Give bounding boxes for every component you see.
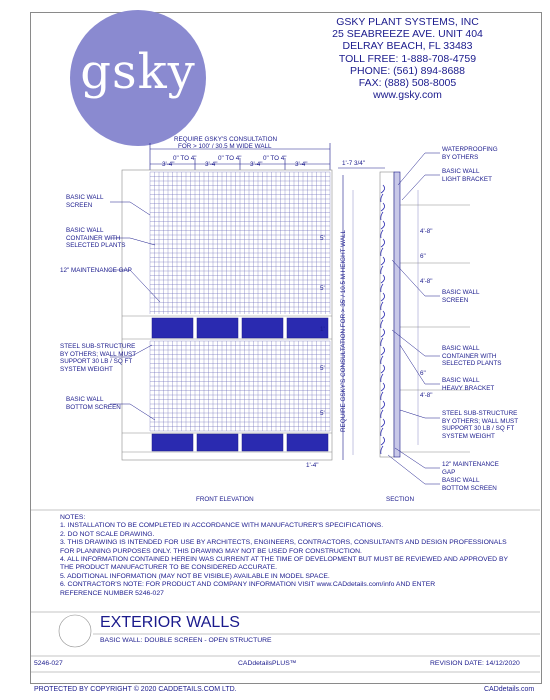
- leader-line: [110, 202, 150, 215]
- company-phone: PHONE: (561) 894-8688: [350, 64, 465, 77]
- caddetails-brand: CADdetailsPLUS™: [238, 660, 297, 667]
- container-row-upper: [152, 318, 328, 338]
- note-line: 6. CONTRACTOR'S NOTE: FOR PRODUCT AND COMPANY INFORMATION VISIT www.CADdetails.com/info AND ENTER: [60, 581, 436, 589]
- drawing-title: EXTERIOR WALLS: [100, 614, 240, 631]
- dim-offset-3: 0" TO 4": [263, 155, 287, 162]
- plant-foliage: [381, 365, 385, 373]
- plant-foliage: [381, 329, 385, 337]
- company-fax: FAX: (888) 508-8005: [358, 77, 457, 90]
- plant-foliage: [381, 302, 383, 310]
- caddetails-site: CADdetails.com: [484, 686, 535, 693]
- leader-line: [110, 270, 160, 302]
- label-bottom-screen: BASIC WALL BOTTOM SCREEN: [66, 396, 121, 411]
- plant-foliage: [381, 383, 385, 391]
- wall-structure: [394, 172, 400, 457]
- plant-foliage: [381, 338, 383, 346]
- plant-foliage: [381, 392, 383, 400]
- section-label-bottom-screen: BASIC WALL BOTTOM SCREEN: [442, 477, 497, 492]
- section-dim-6: 1'-4": [306, 462, 319, 469]
- leader-line: [398, 153, 440, 185]
- company-tollfree: TOLL FREE: 1-888-708-4759: [338, 52, 477, 65]
- company-address-line1: 25 SEABREEZE AVE. UNIT 404: [332, 28, 483, 41]
- label-container: BASIC WALL CONTAINER WITH SELECTED PLANTS: [66, 227, 126, 250]
- consult-width-line1: REQUIRE GSKY'S CONSULTATION: [174, 136, 278, 143]
- planter-container: [152, 434, 193, 451]
- plant-foliage: [381, 401, 385, 409]
- front-elevation-frame: [122, 170, 332, 460]
- section-dim-3: 1': [320, 326, 325, 333]
- plant-foliage: [381, 437, 385, 445]
- section-dim-4: 5': [320, 365, 325, 372]
- caption-section: SECTION: [386, 496, 414, 503]
- plant-foliage: [381, 311, 385, 319]
- section-plants: [381, 185, 385, 454]
- notes-block: [60, 514, 508, 598]
- planter-container: [242, 318, 283, 338]
- plant-foliage: [381, 212, 383, 220]
- section-label-steel: STEEL SUB-STRUCTURE BY OTHERS; WALL MUST SUPPORT 30 LB / SQ FT SYSTEM WEIGHT: [442, 410, 519, 440]
- company-name: GSKY PLANT SYSTEMS, INC: [336, 16, 479, 28]
- section-dim-1: 5': [320, 235, 325, 242]
- section-dim-2: 5': [320, 285, 325, 292]
- company-website: www.gsky.com: [373, 89, 442, 102]
- drawing-subtitle: BASIC WALL: DOUBLE SCREEN - OPEN STRUCTURE: [100, 637, 272, 644]
- plant-foliage: [381, 221, 385, 229]
- logo-text: gsky: [80, 44, 196, 100]
- leader-line: [388, 455, 440, 484]
- plant-foliage: [381, 410, 383, 418]
- plant-foliage: [381, 293, 385, 301]
- plant-foliage: [381, 203, 385, 211]
- section-dim-right-5: 4'-8": [420, 392, 433, 399]
- section-label-gap: 12" MAINTENANCE GAP: [442, 461, 499, 476]
- plant-foliage: [381, 257, 385, 265]
- section-screen: [380, 172, 394, 457]
- label-maintenance-gap: 12" MAINTENANCE GAP: [60, 267, 132, 274]
- section-dim-5: 5': [320, 410, 325, 417]
- section-label-light-bracket: BASIC WALL LIGHT BRACKET: [442, 168, 492, 183]
- reference-number: 5246-027: [34, 660, 63, 667]
- dim-panel-1: 3'-4": [162, 161, 175, 168]
- planter-container: [197, 318, 238, 338]
- section-dim-right-1: 4'-8": [420, 228, 433, 235]
- section-dim-right-2: 6": [420, 253, 426, 260]
- dim-offset-1: 0" TO 4": [173, 155, 197, 162]
- note-line: 2. DO NOT SCALE DRAWING.: [60, 530, 155, 538]
- section-dim-top: 1'-7 3/4": [342, 160, 366, 167]
- plant-foliage: [381, 356, 383, 364]
- container-row-lower: [152, 434, 328, 451]
- leader-line: [395, 448, 440, 468]
- note-line: FOR PLANNING PURPOSES ONLY. THIS DRAWING MAY NOT BE USED FOR CONSTRUCTION.: [60, 547, 362, 555]
- leader-line: [402, 175, 440, 200]
- leader-line: [400, 345, 440, 384]
- label-steel-substructure: STEEL SUB-STRUCTURE BY OTHERS; WALL MUST SUPPORT 30 LB / SQ FT SYSTEM WEIGHT: [60, 343, 137, 373]
- note-line: 3. THIS DRAWING IS INTENDED FOR USE BY ARCHITECTS, ENGINEERS, CONTRACTORS, CONSULTANTS AND DESIGN PROFESSIONALS: [60, 539, 507, 547]
- note-line: 1. INSTALLATION TO BE COMPLETED IN ACCORDANCE WITH MANUFACTURER'S SPECIFICATIONS.: [60, 522, 384, 530]
- upper-screen-grid: [150, 172, 330, 314]
- plant-foliage: [381, 266, 383, 274]
- dim-panel-3: 3'-4": [250, 161, 263, 168]
- planter-container: [152, 318, 193, 338]
- copyright-notice: PROTECTED BY COPYRIGHT © 2020 CADDETAILS.COM LTD.: [34, 686, 237, 693]
- planter-container: [242, 434, 283, 451]
- plant-foliage: [381, 185, 385, 193]
- plant-foliage: [381, 248, 383, 256]
- note-line: 4. ALL INFORMATION CONTAINED HEREIN WAS CURRENT AT THE TIME OF DEVELOPMENT BUT MUST BE REVIEWED AND APPROVED BY: [60, 556, 509, 564]
- section-label-screen: BASIC WALL SCREEN: [442, 289, 480, 304]
- plant-foliage: [381, 230, 383, 238]
- lower-screen-grid: [150, 341, 330, 431]
- note-line: THE PRODUCT MANUFACTURER TO BE CONSIDERED ACCURATE.: [60, 564, 278, 572]
- plant-foliage: [381, 347, 385, 355]
- section-label-container: BASIC WALL CONTAINER WITH SELECTED PLANTS: [442, 345, 502, 368]
- plant-foliage: [381, 428, 383, 436]
- dim-offset-2: 0" TO 4": [218, 155, 242, 162]
- section-dim-right-3: 4'-8": [420, 278, 433, 285]
- caption-front-elevation: FRONT ELEVATION: [196, 496, 254, 503]
- section-consult-height: REQUIRE GSKY'S CONSULTATION FOR > 35' / 10.5 M HEIGHT WALL: [340, 229, 347, 432]
- note-line: 5. ADDITIONAL INFORMATION (MAY NOT BE VISIBLE) AVAILABLE IN MODEL SPACE.: [60, 572, 330, 580]
- plant-foliage: [381, 194, 383, 202]
- company-address-line2: DELRAY BEACH, FL 33483: [342, 40, 473, 53]
- dim-panel-2: 3'-4": [205, 161, 218, 168]
- leader-line: [400, 410, 440, 418]
- note-line: REFERENCE NUMBER 5246-027: [60, 589, 164, 597]
- planter-container: [197, 434, 238, 451]
- dim-panel-4: 3'-4": [295, 161, 308, 168]
- plant-foliage: [381, 284, 383, 292]
- section-label-heavy-bracket: BASIC WALL HEAVY BRACKET: [442, 377, 495, 392]
- plant-foliage: [381, 275, 385, 283]
- revision-date: REVISION DATE: 14/12/2020: [430, 660, 520, 667]
- title-circle: [59, 615, 91, 647]
- planter-container: [287, 434, 328, 451]
- plant-foliage: [381, 419, 385, 427]
- notes-heading: NOTES:: [60, 514, 86, 521]
- plant-foliage: [381, 239, 385, 247]
- consult-width-line2: FOR > 100' / 30.5 M WIDE WALL: [178, 143, 272, 150]
- plant-foliage: [381, 446, 383, 454]
- section-dim-right-4: 6": [420, 370, 426, 377]
- section-label-waterproofing: WATERPROOFING BY OTHERS: [442, 146, 498, 161]
- plant-foliage: [381, 374, 383, 382]
- label-basic-wall-screen: BASIC WALL SCREEN: [66, 194, 104, 209]
- plant-foliage: [381, 320, 383, 328]
